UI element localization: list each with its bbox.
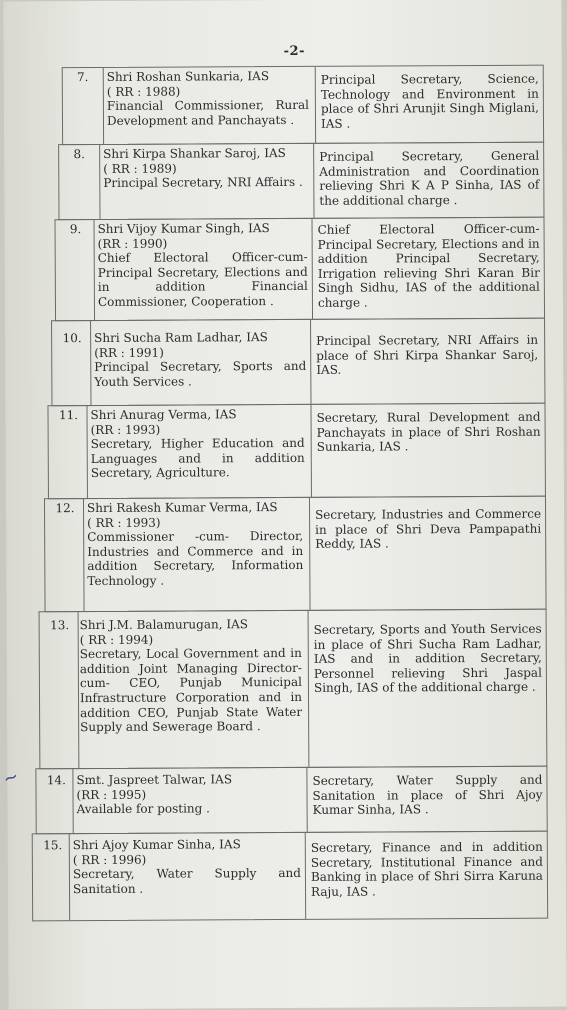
serial-number: 12.: [55, 501, 75, 516]
page-number: -2-: [283, 43, 306, 60]
serial-number: 10.: [62, 331, 82, 346]
table-row: [51, 318, 545, 407]
officer-details: Shri Anurag Verma, IAS (RR : 1993) Secretary, Higher Education and Languages and in addition Secretary, Agriculture.: [90, 407, 305, 481]
new-posting: Secretary, Industries and Commerce in place of Shri Deva Pampapathi Reddy, IAS .: [315, 506, 542, 552]
new-posting: Principal Secretary, NRI Affairs in place of Shri Kirpa Shankar Saroj, IAS.: [316, 332, 539, 378]
serial-number: 13.: [50, 618, 70, 633]
officer-details: Shri Roshan Sunkaria, IAS ( RR : 1988) Financial Commissioner, Rural Development and Panchayats .: [106, 69, 309, 128]
new-posting: Principal Secretary, Science, Technology and Environment in place of Shri Arunjit Singh Miglani, IAS .: [320, 71, 539, 131]
table-row: [35, 766, 547, 835]
serial-number: 15.: [43, 838, 63, 853]
new-posting: Secretary, Rural Development and Panchayats in place of Shri Roshan Sunkaria, IAS .: [316, 409, 541, 455]
table-row: [47, 403, 545, 500]
table-row: [62, 65, 544, 146]
officer-details: Shri Kirpa Shankar Saroj, IAS ( RR : 1989) Principal Secretary, NRI Affairs .: [103, 145, 303, 191]
handwritten-mark-icon: ~: [0, 765, 22, 791]
table-row: [39, 609, 548, 770]
table-row: [32, 831, 548, 922]
serial-number: 11.: [58, 408, 79, 423]
new-posting: Secretary, Finance and in addition Secretary, Institutional Finance and Banking in place of Shri Sirra Karuna Raju, IAS .: [310, 839, 543, 899]
new-posting: Principal Secretary, General Administration and Coordination relieving Shri K A P Sinha, IAS of the additional charge .: [319, 148, 540, 208]
table-row: [55, 217, 546, 322]
new-posting: Chief Electoral Officer-cum- Principal Secretary, Elections and in addition Principal Secretary, Irrigation relieving Shri Karan Bir Singh Sidhu, IAS of the additional charge .: [317, 221, 540, 310]
new-posting: Secretary, Water Supply and Sanitation in place of Shri Ajoy Kumar Sinha, IAS .: [312, 772, 543, 818]
new-posting: Secretary, Sports and Youth Services in place of Shri Sucha Ram Ladhar, IAS and in addition Secretary, Personnel relieving Shri Jaspal Singh, IAS of the additional charge .: [313, 621, 542, 696]
table-row: [44, 496, 547, 613]
table-row: [58, 142, 544, 221]
officer-details: Shri Sucha Ram Ladhar, IAS (RR : 1991) Principal Secretary, Sports and Youth Services .: [94, 330, 307, 389]
officer-details: Shri J.M. Balamurugan, IAS ( RR : 1994) Secretary, Local Government and in addition Joint Managing Director-cum- CEO, Punjab Municipal Infrastructure Corporation and in addition CEO, Punjab State Water Supply and Sewerage Board .: [79, 617, 303, 735]
officer-details: Smt. Jaspreet Talwar, IAS (RR : 1995) Available for posting .: [76, 772, 233, 817]
officer-details: Shri Ajoy Kumar Sinha, IAS ( RR : 1996) Secretary, Water Supply and Sanitation .: [72, 837, 301, 896]
serial-number: 9.: [69, 222, 82, 237]
serial-number: 7.: [76, 70, 89, 85]
serial-number: 14.: [46, 773, 67, 788]
officer-details: Shri Rakesh Kumar Verma, IAS ( RR : 1993) Commissioner -cum- Director, Industries and Commerce and in addition Secretary, Information Technology .: [86, 500, 304, 589]
serial-number: 8.: [73, 147, 85, 162]
officer-details: Shri Vijoy Kumar Singh, IAS (RR : 1990) Chief Electoral Officer-cum-Principal Secretary, Elections and in addition Financial Commissioner, Cooperation .: [97, 221, 308, 309]
